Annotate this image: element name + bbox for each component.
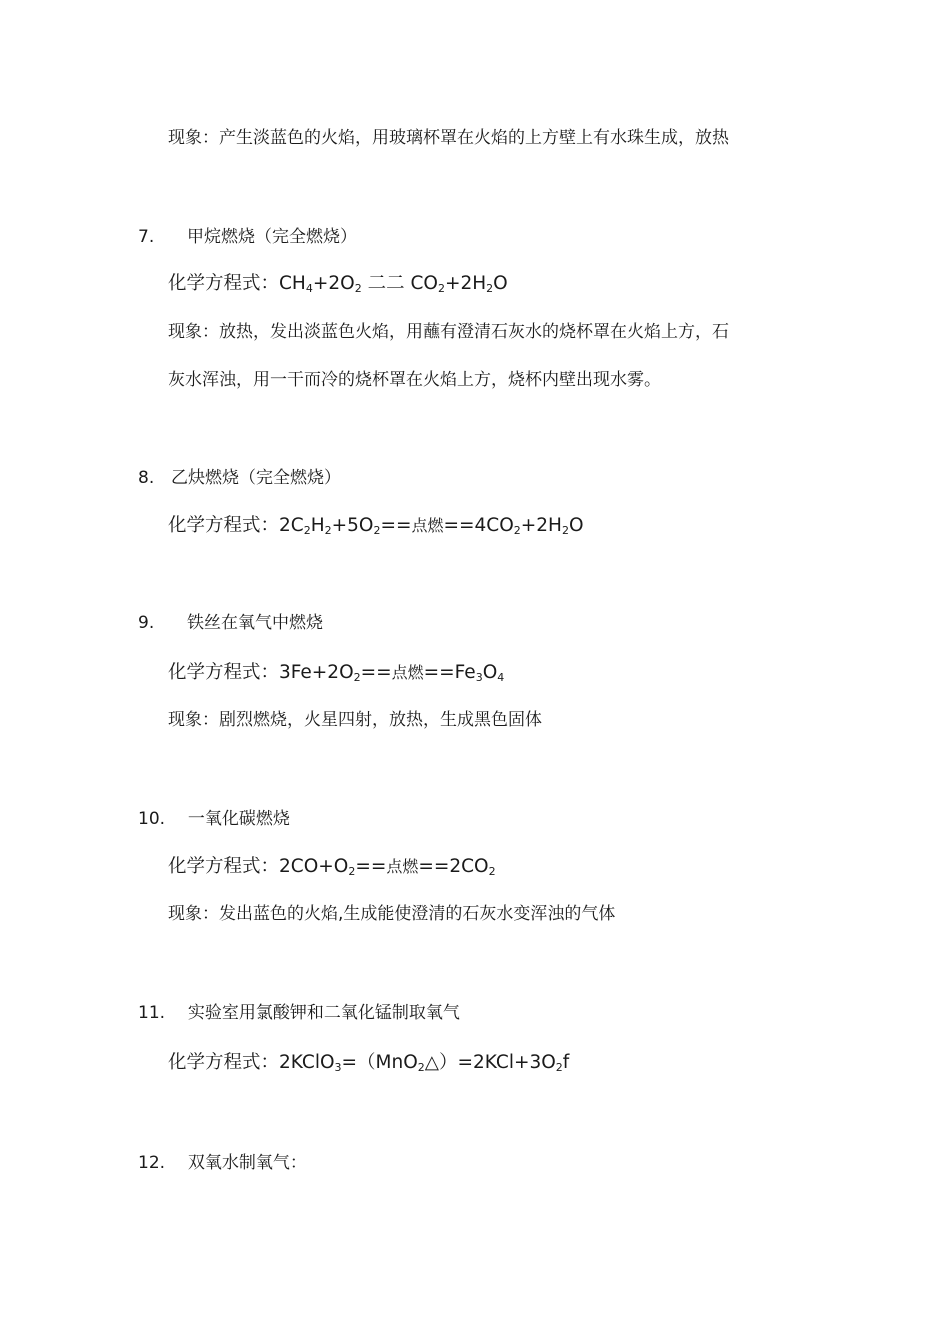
item-10-equation bbox=[168, 856, 496, 878]
item-12-heading bbox=[138, 1152, 307, 1174]
equation-text: $2KClO_3=(MnO_2\triangle)=2KCl+3O_2f$ bbox=[279, 1052, 570, 1074]
item-7-heading bbox=[138, 226, 357, 248]
item-number: 11. bbox=[138, 1003, 166, 1023]
item-title: 甲烷燃烧（完全燃烧） bbox=[187, 227, 358, 247]
item-number: 10. bbox=[138, 809, 166, 829]
item-9-equation bbox=[168, 662, 504, 684]
item-9-phenomenon: 现象：剧烈燃烧，火星四射，放热，生成黑色固体 bbox=[168, 710, 542, 730]
equation-text: $2C_2H_2+5O_2==$点燃$==4CO_2+2H_2O$ bbox=[279, 515, 584, 537]
item-7-phenomenon-line-2: 灰水浑浊，用一干而冷的烧杯罩在火焰上方，烧杯内壁出现水雾。 bbox=[168, 370, 661, 390]
item-title: 双氧水制氧气： bbox=[187, 1153, 307, 1173]
item-title: 实验室用氯酸钾和二氧化锰制取氧气 bbox=[187, 1003, 460, 1023]
phenomenon-text: 现象：产生淡蓝色的火焰，用玻璃杯罩在火焰的上方壁上有水珠生成，放热 bbox=[168, 128, 729, 148]
item-title: 铁丝在氧气中燃烧 bbox=[187, 613, 324, 633]
equation-label: 化学方程式： bbox=[168, 856, 280, 877]
equation-text: $3Fe+2O_2==$点燃$==Fe_3O_4$ bbox=[279, 662, 505, 684]
item-10-phenomenon: 现象：发出蓝色的火焰,生成能使澄清的石灰水变浑浊的气体 bbox=[168, 904, 616, 924]
item-11-equation bbox=[168, 1052, 569, 1074]
equation-label: 化学方程式： bbox=[168, 515, 280, 536]
item-title: 一氧化碳燃烧 bbox=[187, 809, 290, 829]
equation-label: 化学方程式： bbox=[168, 273, 280, 294]
equation-text: $CH_4+2O_2$ 二二 $CO_2+2H_2O$ bbox=[279, 273, 508, 295]
item-10-heading bbox=[138, 808, 290, 830]
item-8-equation bbox=[168, 515, 584, 537]
equation-text: $2CO+O_2==$点燃$==2CO_2$ bbox=[279, 856, 496, 878]
item-number: 12. bbox=[138, 1153, 166, 1173]
equation-label: 化学方程式： bbox=[168, 662, 280, 683]
item-title: 乙炔燃烧（完全燃烧） bbox=[171, 468, 342, 488]
item-7-phenomenon-line-1: 现象：放热，发出淡蓝色火焰，用蘸有澄清石灰水的烧杯罩在火焰上方，石 bbox=[168, 322, 729, 342]
item-number: 7. bbox=[138, 227, 155, 247]
item-8-heading bbox=[138, 467, 341, 489]
item-number: 9. bbox=[138, 613, 155, 633]
item-number: 8. bbox=[138, 468, 155, 488]
equation-label: 化学方程式： bbox=[168, 1052, 280, 1073]
item-7-equation bbox=[168, 273, 508, 295]
item-9-heading bbox=[138, 612, 323, 634]
item-11-heading bbox=[138, 1002, 460, 1024]
